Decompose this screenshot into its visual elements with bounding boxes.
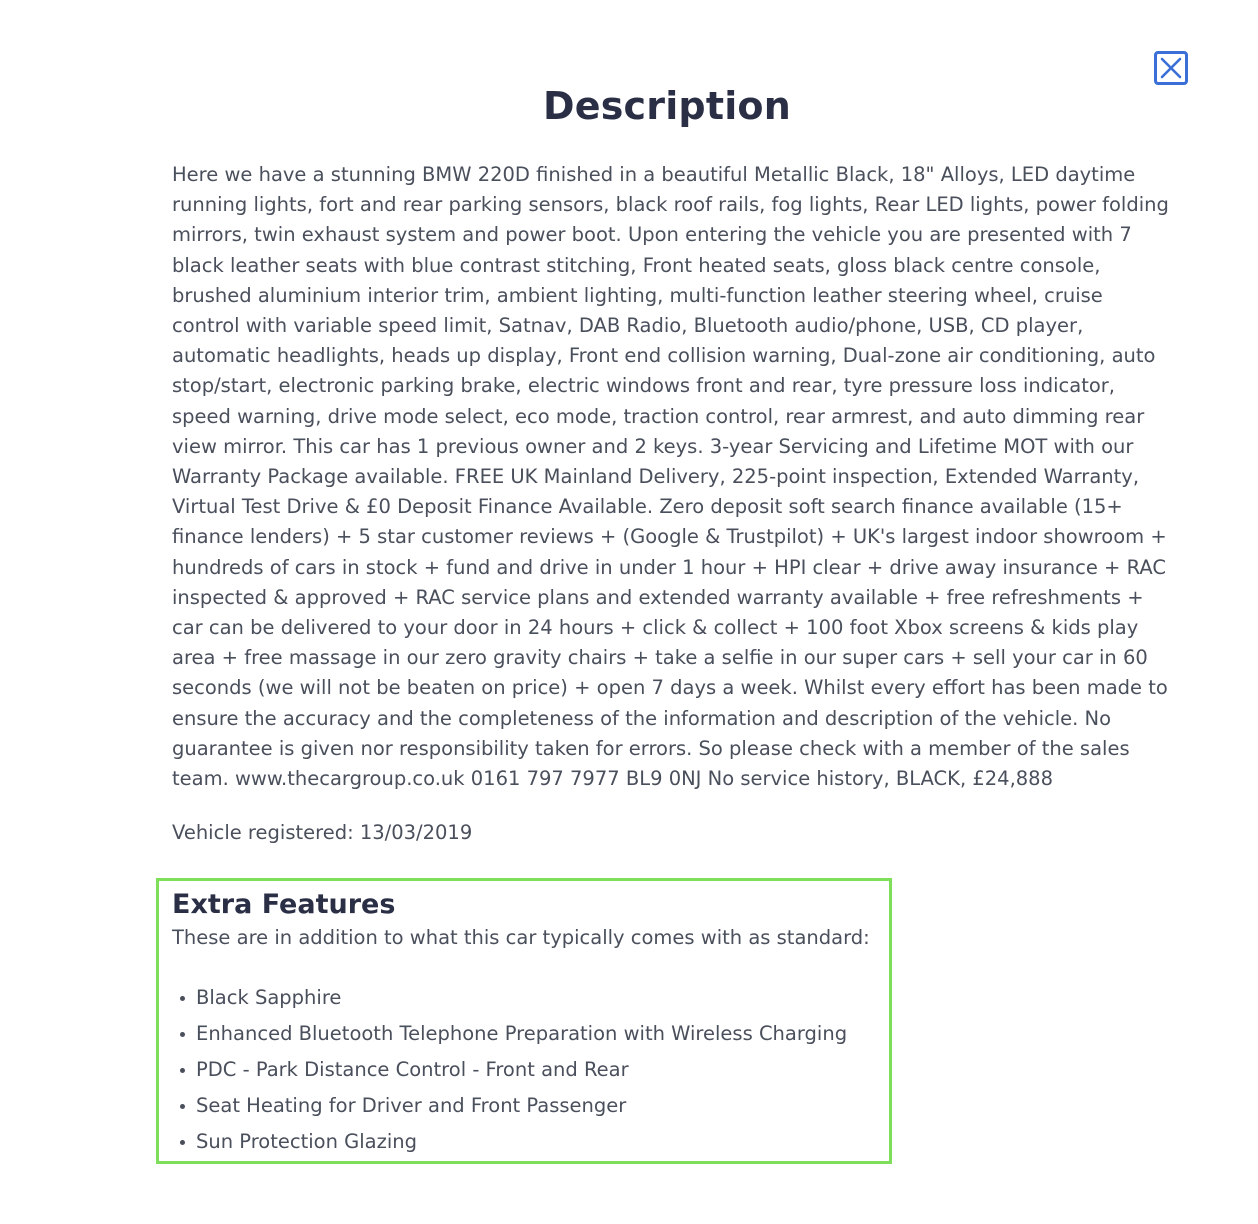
list-item <box>172 1088 847 1124</box>
list-item <box>172 1052 847 1088</box>
extra-features-panel <box>156 878 892 1164</box>
bullet-icon <box>180 996 185 1001</box>
feature-label: Seat Heating for Driver and Front Passenger <box>196 1094 627 1117</box>
bullet-icon <box>180 1032 185 1037</box>
bullet-icon <box>180 1068 185 1073</box>
feature-label: Enhanced Bluetooth Telephone Preparation with Wireless Charging <box>196 1022 848 1045</box>
extra-features-list <box>172 980 847 1160</box>
extra-features-heading: Extra Features <box>172 889 396 920</box>
bullet-icon <box>180 1140 185 1145</box>
list-item <box>172 980 847 1016</box>
vehicle-registered-date: Vehicle registered: 13/03/2019 <box>172 821 473 844</box>
modal-title: Description <box>543 84 791 128</box>
list-item <box>172 1124 847 1160</box>
feature-label: PDC - Park Distance Control - Front and Rear <box>196 1058 629 1081</box>
bullet-icon <box>180 1104 185 1109</box>
list-item <box>172 1016 847 1052</box>
extra-features-subtitle: These are in addition to what this car typically comes with as standard: <box>172 926 870 949</box>
vehicle-description: Here we have a stunning BMW 220D finished in a beautiful Metallic Black, 18" Alloys, LED daytime running lights, fort and rear parking sensors, black roof rails, fog lights, Rear LED lights, power folding mirrors, twin exhaust system and power boot. Upon entering the vehicle you are presented with 7 black leather seats with blue contrast stitching, Front heated seats, gloss black centre console, brushed aluminium interior trim, ambient lighting, multi-function leather steering wheel, cruise control with variable speed limit, Satnav, DAB Radio, Bluetooth audio/phone, USB, CD player, automatic headlights, heads up display, Front end collision warning, Dual-zone air conditioning, auto stop/start, electronic parking brake, electric windows front and rear, tyre pressure loss indicator, speed warning, drive mode select, eco mode, traction control, rear armrest, and auto dimming rear view mirror. This car has 1 previous owner and 2 keys. 3-year Servicing and Lifetime MOT with our Warranty Package available. FREE UK Mainland Delivery, 225-point inspection, Extended Warranty, Virtual Test Drive & £0 Deposit Finance Available. Zero deposit soft search finance available (15+ finance lenders) + 5 star customer reviews + (Google & Trustpilot) + UK's largest indoor showroom + hundreds of cars in stock + fund and drive in under 1 hour + HPI clear + drive away insurance + RAC inspected & approved + RAC service plans and extended warranty available + free refreshments + car can be delivered to your door in 24 hours + click & collect + 100 foot Xbox screens & kids play area + free massage in our zero gravity chairs + take a selfie in our super cars + sell your car in 60 seconds (we will not be beaten on price) + open 7 days a week. Whilst every effort has been made to ensure the accuracy and the completeness of the information and description of the vehicle. No guarantee is given nor responsibility taken for errors. So please check with a member of the sales team. www.thecargroup.co.uk 0161 797 7977 BL9 0NJ No service history, BLACK, £24,888 <box>172 163 1169 791</box>
feature-label: Black Sapphire <box>196 986 342 1009</box>
close-button[interactable] <box>1154 51 1188 85</box>
feature-label: Sun Protection Glazing <box>196 1130 418 1153</box>
close-x-icon <box>1159 56 1183 80</box>
